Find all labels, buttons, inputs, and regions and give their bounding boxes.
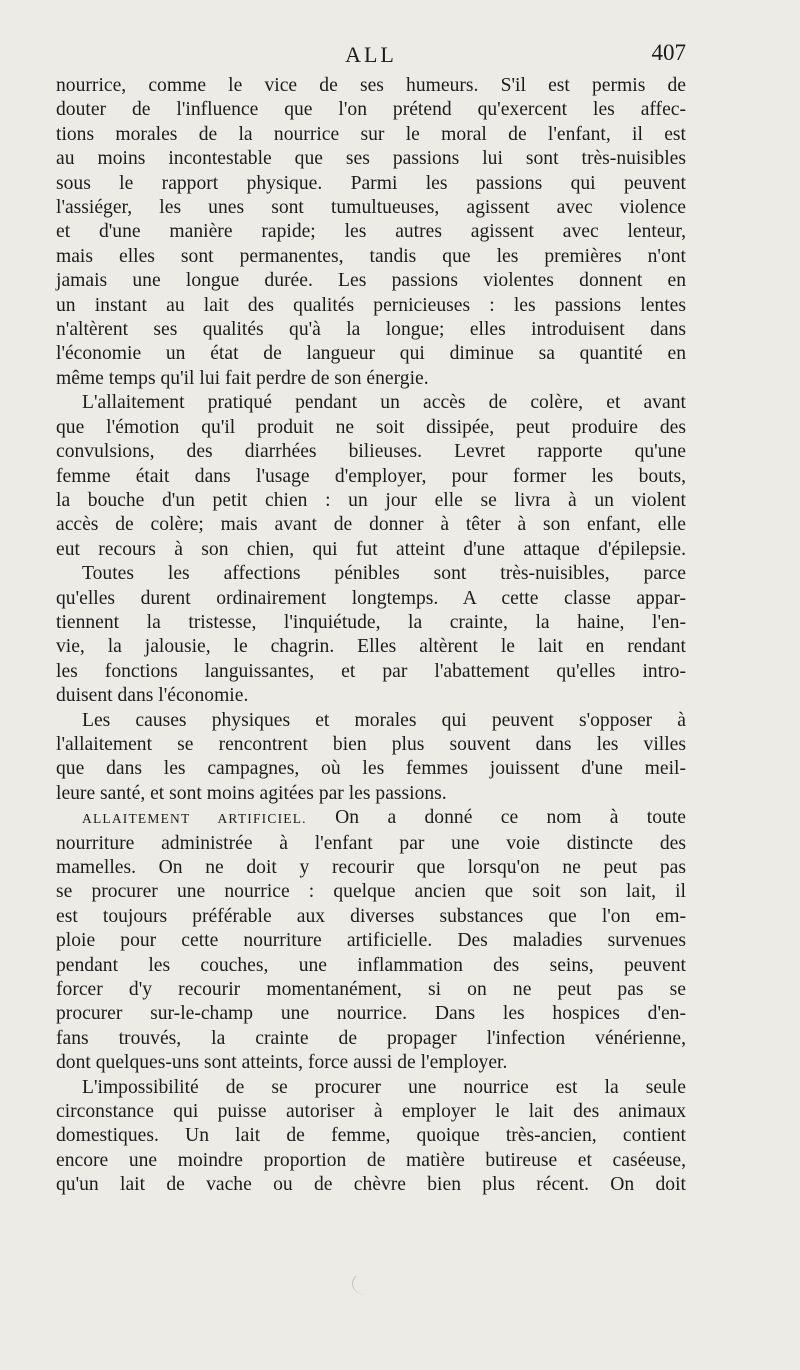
- text-line: l'économie un état de langueur qui diminue sa quantité en: [56, 343, 686, 365]
- entry-heading: ALLAITEMENT ARTIFICIEL.: [82, 811, 307, 827]
- text-line: jamais une longue durée. Les passions violentes donnent en: [56, 270, 686, 292]
- ink-mark: [352, 1272, 381, 1295]
- text-line: Toutes les affections pénibles sont très-nuisibles, parce: [82, 563, 686, 585]
- text-line: et d'une manière rapide; les autres agissent avec lenteur,: [56, 221, 686, 243]
- body-text: [56, 74, 686, 1198]
- text-line: accès de colère; mais avant de donner à têter à son enfant, elle: [56, 514, 686, 536]
- text-line: ploie pour cette nourriture artificielle. Des maladies survenues: [56, 930, 686, 952]
- text-line: Les causes physiques et morales qui peuvent s'opposer à: [82, 709, 686, 731]
- text-line: que l'émotion qu'il produit ne soit dissipée, peut produire des: [56, 416, 686, 438]
- page-number: 407: [651, 40, 686, 65]
- entry-allaitement-artificiel: [56, 806, 686, 1075]
- text-line: procurer sur-le-champ une nourrice. Dans les hospices d'en-: [56, 1003, 686, 1025]
- paragraph: [56, 709, 686, 807]
- text-line: se procurer une nourrice : quelque ancien que soit son lait, il: [56, 881, 686, 903]
- running-head: ALL: [345, 42, 397, 67]
- text-line: convulsions, des diarrhées bilieuses. Levret rapporte qu'une: [56, 441, 686, 463]
- text-line: forcer d'y recourir momentanément, si on ne peut pas se: [56, 979, 686, 1001]
- text-line: fans trouvés, la crainte de propager l'infection vénérienne,: [56, 1027, 686, 1049]
- paragraph: [56, 562, 686, 708]
- text-line: au moins incontestable que ses passions lui sont très-nuisibles: [56, 148, 686, 170]
- text-line: mais elles sont permanentes, tandis que les premières n'ont: [56, 245, 686, 267]
- text-line: nourriture administrée à l'enfant par une voie distincte des: [56, 832, 686, 854]
- entry-first-line: [56, 806, 686, 831]
- text-line: duisent dans l'économie.: [56, 685, 249, 707]
- text-line: la bouche d'un petit chien : un jour elle se livra à un violent: [56, 489, 686, 511]
- entry-lead-text: On a donné ce nom à toute: [335, 807, 686, 829]
- text-line: l'allaitement se rencontrent bien plus souvent dans les villes: [56, 733, 686, 755]
- text-line: les fonctions languissantes, et par l'abattement qu'elles intro-: [56, 660, 686, 682]
- text-line: même temps qu'il lui fait perdre de son énergie.: [56, 367, 429, 389]
- text-line: circonstance qui puisse autoriser à employer le lait des animaux: [56, 1101, 686, 1123]
- text-line: n'altèrent ses qualités qu'à la longue; elles introduisent dans: [56, 319, 686, 341]
- paragraph: [56, 74, 686, 391]
- text-line: sous le rapport physique. Parmi les passions qui peuvent: [56, 172, 686, 194]
- text-line: encore une moindre proportion de matière butireuse et caséeuse,: [56, 1149, 686, 1171]
- text-line: vie, la jalousie, le chagrin. Elles altèrent le lait en rendant: [56, 636, 686, 658]
- text-line: est toujours préférable aux diverses substances que l'on em-: [56, 905, 686, 927]
- text-line: domestiques. Un lait de femme, quoique très-ancien, contient: [56, 1125, 686, 1147]
- text-line: femme était dans l'usage d'employer, pour former les bouts,: [56, 465, 686, 487]
- text-line: leure santé, et sont moins agitées par les passions.: [56, 782, 447, 804]
- text-line: tions morales de la nourrice sur le moral de l'enfant, il est: [56, 123, 686, 145]
- text-line: l'assiéger, les unes sont tumultueuses, agissent avec violence: [56, 197, 686, 219]
- text-line: douter de l'influence que l'on prétend qu'exercent les affec-: [56, 99, 686, 121]
- paragraph: [56, 391, 686, 562]
- text-line: dont quelques-uns sont atteints, force aussi de l'employer.: [56, 1052, 508, 1074]
- text-line: nourrice, comme le vice de ses humeurs. S'il est permis de: [56, 75, 686, 96]
- text-line: eut recours à son chien, qui fut atteint d'une attaque d'épilepsie.: [56, 538, 686, 560]
- text-line: un instant au lait des qualités pernicieuses : les passions lentes: [56, 294, 686, 316]
- text-line: qu'un lait de vache ou de chèvre bien plus récent. On doit: [56, 1174, 686, 1196]
- text-line: que dans les campagnes, où les femmes jouissent d'une meil-: [56, 758, 686, 780]
- paragraph: [56, 1076, 686, 1198]
- text-line: mamelles. On ne doit y recourir que lorsqu'on ne peut pas: [56, 857, 686, 878]
- text-line: qu'elles durent ordinairement longtemps. A cette classe appar-: [56, 587, 686, 609]
- text-line: tiennent la tristesse, l'inquiétude, la crainte, la haine, l'en-: [56, 611, 686, 633]
- page-header: [56, 40, 686, 74]
- text-line: L'impossibilité de se procurer une nourrice est la seule: [82, 1076, 686, 1098]
- text-line: pendant les couches, une inflammation des seins, peuvent: [56, 954, 686, 976]
- text-line: L'allaitement pratiqué pendant un accès de colère, et avant: [82, 392, 686, 414]
